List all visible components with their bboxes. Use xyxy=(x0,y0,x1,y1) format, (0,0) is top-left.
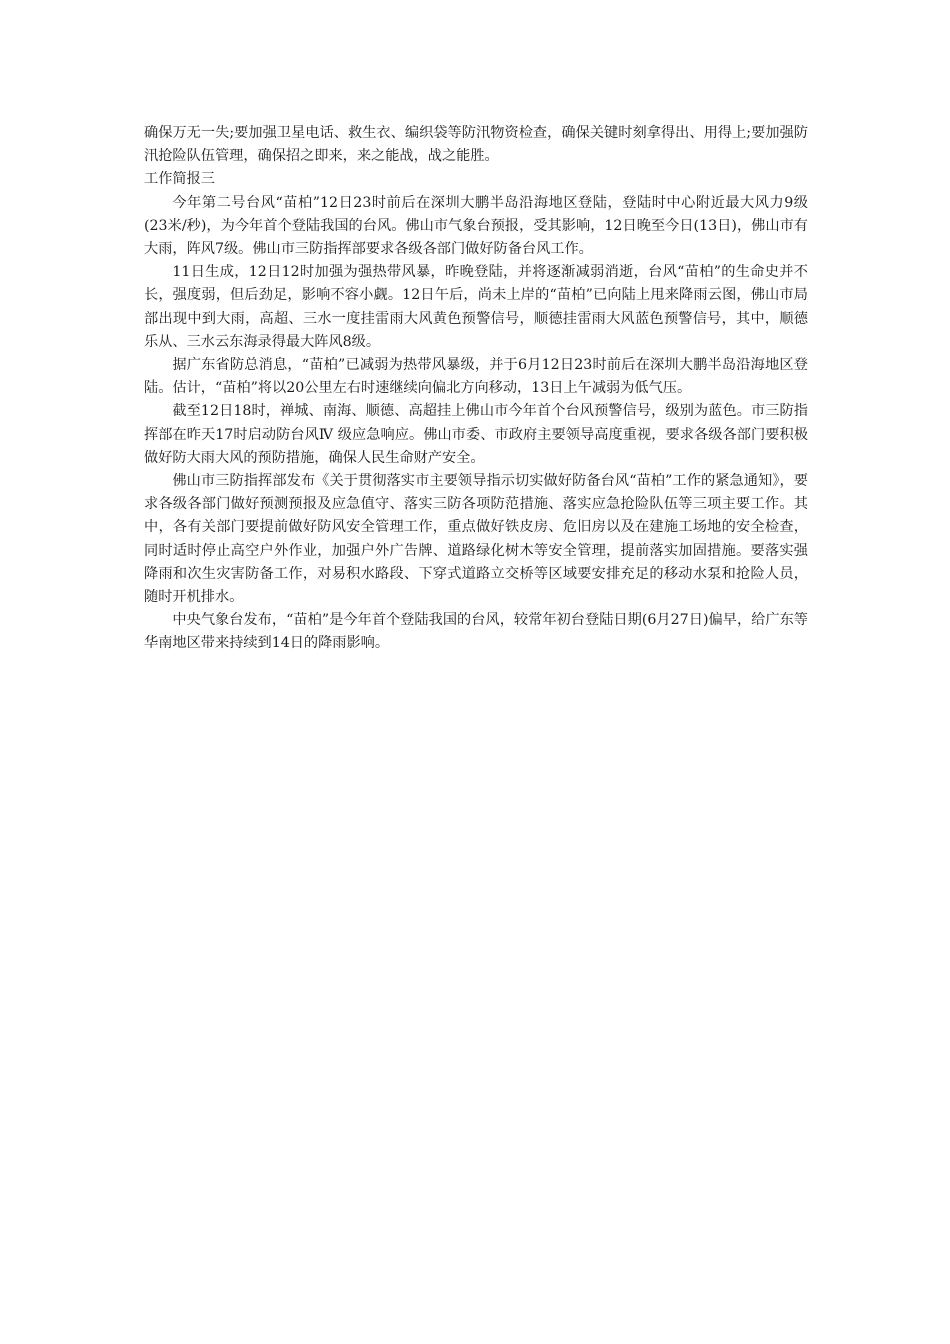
body-paragraph-1: 今年第二号台风“苗柏”12日23时前后在深圳大鹏半岛沿海地区登陆，登陆时中心附近最大风力9级(23米/秒)，为今年首个登陆我国的台风。佛山市气象台预报，受其影响，12日晚至今日(13日)，佛山市有大雨，阵风7级。佛山市三防指挥部要求各级各部门做好防备台风工作。 xyxy=(144,194,808,258)
section-title: 工作简报三 xyxy=(144,171,215,188)
intro-paragraph: 确保万无一失;要加强卫星电话、救生衣、编织袋等防汛物资检查，确保关键时刻拿得出、用得上;要加强防汛抢险队伍管理，确保招之即来，来之能战，战之能胜。 xyxy=(144,125,808,165)
body-paragraph-3: 据广东省防总消息，“苗柏”已减弱为热带风暴级，并于6月12日23时前后在深圳大鹏半岛沿海地区登陆。估计，“苗柏”将以20公里左右时速继续向偏北方向移动，13日上午减弱为低气压。 xyxy=(144,357,808,397)
body-paragraph-5: 佛山市三防指挥部发布《关于贯彻落实市主要领导指示切实做好防备台风“苗柏”工作的紧急通知》，要求各级各部门做好预测预报及应急值守、落实三防各项防范措施、落实应急抢险队伍等三项主要工作。其中，各有关部门要提前做好防风安全管理工作，重点做好铁皮房、危旧房以及在建施工场地的安全检查，同时适时停止高空户外作业，加强户外广告牌、道路绿化树木等安全管理，提前落实加固措施。要落实强降雨和次生灾害防备工作，对易积水路段、下穿式道路立交桥等区域要安排充足的移动水泵和抢险人员，随时开机排水。 xyxy=(144,473,808,606)
body-paragraph-6: 中央气象台发布，“苗柏”是今年首个登陆我国的台风，较常年初台登陆日期(6月27日)偏早，给广东等华南地区带来持续到14日的降雨影响。 xyxy=(144,612,808,652)
document-body xyxy=(144,122,808,656)
body-paragraph-4: 截至12日18时，禅城、南海、顺德、高超挂上佛山市今年首个台风预警信号，级别为蓝色。市三防指挥部在昨天17时启动防台风Ⅳ 级应急响应。佛山市委、市政府主要领导高度重视，要求各级各部门要积极做好防大雨大风的预防措施，确保人民生命财产安全。 xyxy=(144,403,808,466)
body-paragraph-2: 11日生成，12日12时加强为强热带风暴，昨晚登陆，并将逐渐减弱消逝，台风“苗柏”的生命史并不长，强度弱，但后劲足，影响不容小觑。12日午后，尚未上岸的“苗柏”已向陆上甩来降雨云图，佛山市局部出现中到大雨，高超、三水一度挂雷雨大风黄色预警信号，顺德挂雷雨大风蓝色预警信号，其中，顺德乐从、三水云东海录得最大阵风8级。 xyxy=(144,264,808,350)
